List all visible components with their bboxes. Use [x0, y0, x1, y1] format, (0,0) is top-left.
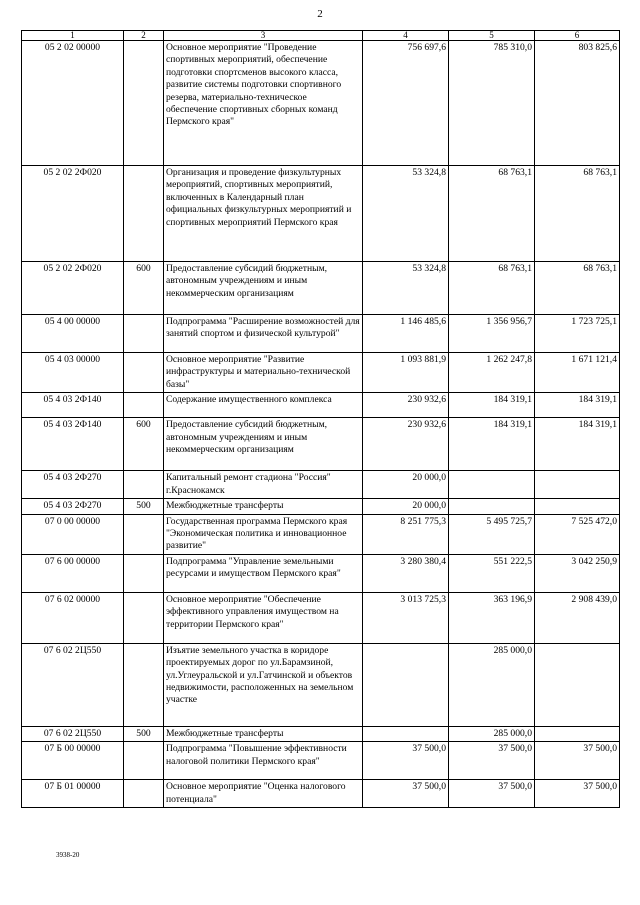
cell-vr: 600	[124, 418, 164, 471]
cell-code: 07 6 02 2Ц550	[22, 726, 124, 741]
table-row	[22, 726, 620, 741]
cell-v3: 68 763,1	[535, 166, 620, 262]
cell-v1	[363, 643, 449, 726]
cell-code: 05 4 03 2Ф270	[22, 471, 124, 499]
cell-code: 05 2 02 00000	[22, 41, 124, 166]
cell-name: Организация и проведение физкультурных мероприятий, спортивных мероприятий, включенных в Календарный план официальных физкультурных мероприятий и спортивных мероприятий Пермского края	[164, 166, 363, 262]
cell-v1: 20 000,0	[363, 499, 449, 514]
cell-v3: 803 825,6	[535, 41, 620, 166]
column-header: 2	[124, 31, 164, 41]
cell-v1: 3 280 380,4	[363, 554, 449, 592]
cell-vr	[124, 393, 164, 418]
cell-v3: 1 723 725,1	[535, 315, 620, 353]
cell-code: 07 6 02 00000	[22, 592, 124, 643]
table-row	[22, 643, 620, 726]
cell-vr	[124, 166, 164, 262]
cell-v3	[535, 726, 620, 741]
table-row	[22, 262, 620, 315]
budget-table	[21, 30, 620, 808]
cell-vr	[124, 514, 164, 554]
column-header: 4	[363, 31, 449, 41]
cell-v2	[449, 471, 535, 499]
column-header: 3	[164, 31, 363, 41]
cell-name: Основное мероприятие "Обеспечение эффективного управления имуществом на территории Пермского края"	[164, 592, 363, 643]
cell-v3: 2 908 439,0	[535, 592, 620, 643]
cell-v2: 68 763,1	[449, 166, 535, 262]
cell-name: Подпрограмма "Управление земельными ресурсами и имуществом Пермского края"	[164, 554, 363, 592]
cell-v2: 68 763,1	[449, 262, 535, 315]
cell-v2: 37 500,0	[449, 780, 535, 808]
table-row	[22, 742, 620, 780]
cell-vr	[124, 780, 164, 808]
cell-vr	[124, 315, 164, 353]
cell-v3: 37 500,0	[535, 780, 620, 808]
cell-code: 05 2 02 2Ф020	[22, 262, 124, 315]
table-header-row	[22, 31, 620, 41]
cell-v2: 37 500,0	[449, 742, 535, 780]
cell-name: Подпрограмма "Расширение возможностей для занятий спортом и физической культурой"	[164, 315, 363, 353]
document-code: 3938-20	[56, 851, 80, 859]
cell-v3: 184 319,1	[535, 418, 620, 471]
cell-name: Предоставление субсидий бюджетным, автономным учреждениям и иным некоммерческим организациям	[164, 418, 363, 471]
cell-v2	[449, 499, 535, 514]
cell-code: 07 6 02 2Ц550	[22, 643, 124, 726]
cell-v2: 285 000,0	[449, 643, 535, 726]
cell-name: Изъятие земельного участка в коридоре проектируемых дорог по ул.Барамзиной, ул.Углеуральской и ул.Гатчинской и объектов недвижимости, расположенных на земельном участке	[164, 643, 363, 726]
cell-v3: 1 671 121,4	[535, 353, 620, 393]
table-row	[22, 166, 620, 262]
table-row	[22, 393, 620, 418]
cell-vr	[124, 41, 164, 166]
cell-v3: 37 500,0	[535, 742, 620, 780]
cell-v3	[535, 499, 620, 514]
cell-name: Основное мероприятие "Проведение спортивных мероприятий, обеспечение подготовки спортсменов высокого класса, развитие системы подготовки спортивного резерва, материально-техническое обеспечение спортивных сборных команд Пермского края"	[164, 41, 363, 166]
table-row	[22, 499, 620, 514]
cell-v1: 1 093 881,9	[363, 353, 449, 393]
table-row	[22, 592, 620, 643]
cell-name: Предоставление субсидий бюджетным, автономным учреждениям и иным некоммерческим организациям	[164, 262, 363, 315]
cell-v1: 1 146 485,6	[363, 315, 449, 353]
cell-name: Основное мероприятие "Оценка налогового потенциала"	[164, 780, 363, 808]
cell-v2: 5 495 725,7	[449, 514, 535, 554]
cell-v1: 53 324,8	[363, 262, 449, 315]
table-row	[22, 41, 620, 166]
cell-name: Подпрограмма "Повышение эффективности налоговой политики Пермского края"	[164, 742, 363, 780]
cell-vr	[124, 471, 164, 499]
table-body	[22, 41, 620, 808]
cell-v3	[535, 471, 620, 499]
column-header: 5	[449, 31, 535, 41]
column-header: 1	[22, 31, 124, 41]
cell-v2: 363 196,9	[449, 592, 535, 643]
cell-vr	[124, 643, 164, 726]
cell-name: Основное мероприятие "Развитие инфраструктуры и материально-технической базы"	[164, 353, 363, 393]
cell-name: Межбюджетные трансферты	[164, 726, 363, 741]
cell-code: 05 4 03 00000	[22, 353, 124, 393]
cell-name: Государственная программа Пермского края "Экономическая политика и инновационное развитие"	[164, 514, 363, 554]
table-row	[22, 514, 620, 554]
cell-v2: 785 310,0	[449, 41, 535, 166]
cell-vr	[124, 592, 164, 643]
page-number: 2	[317, 8, 323, 20]
cell-name: Капитальный ремонт стадиона "Россия" г.Краснокамск	[164, 471, 363, 499]
cell-v1: 37 500,0	[363, 742, 449, 780]
cell-v3: 68 763,1	[535, 262, 620, 315]
cell-code: 05 4 03 2Ф140	[22, 393, 124, 418]
cell-v1: 230 932,6	[363, 418, 449, 471]
cell-v2: 285 000,0	[449, 726, 535, 741]
cell-name: Содержание имущественного комплекса	[164, 393, 363, 418]
cell-v1: 37 500,0	[363, 780, 449, 808]
cell-v2: 551 222,5	[449, 554, 535, 592]
cell-v1: 756 697,6	[363, 41, 449, 166]
cell-v2: 1 356 956,7	[449, 315, 535, 353]
cell-v1: 230 932,6	[363, 393, 449, 418]
cell-v2: 184 319,1	[449, 393, 535, 418]
cell-code: 05 4 00 00000	[22, 315, 124, 353]
cell-v3: 3 042 250,9	[535, 554, 620, 592]
cell-code: 05 2 02 2Ф020	[22, 166, 124, 262]
cell-code: 05 4 03 2Ф140	[22, 418, 124, 471]
cell-code: 07 6 00 00000	[22, 554, 124, 592]
cell-vr: 500	[124, 726, 164, 741]
table-row	[22, 315, 620, 353]
column-header: 6	[535, 31, 620, 41]
cell-vr: 500	[124, 499, 164, 514]
cell-v1: 20 000,0	[363, 471, 449, 499]
cell-code: 07 Б 01 00000	[22, 780, 124, 808]
cell-vr	[124, 353, 164, 393]
cell-v1: 3 013 725,3	[363, 592, 449, 643]
cell-vr	[124, 742, 164, 780]
cell-name: Межбюджетные трансферты	[164, 499, 363, 514]
table-row	[22, 418, 620, 471]
cell-v3	[535, 643, 620, 726]
cell-v1	[363, 726, 449, 741]
cell-vr	[124, 554, 164, 592]
cell-v1: 8 251 775,3	[363, 514, 449, 554]
cell-v2: 1 262 247,8	[449, 353, 535, 393]
cell-code: 07 0 00 00000	[22, 514, 124, 554]
cell-v1: 53 324,8	[363, 166, 449, 262]
cell-code: 05 4 03 2Ф270	[22, 499, 124, 514]
cell-v2: 184 319,1	[449, 418, 535, 471]
table-row	[22, 780, 620, 808]
cell-v3: 7 525 472,0	[535, 514, 620, 554]
table-row	[22, 554, 620, 592]
cell-vr: 600	[124, 262, 164, 315]
cell-v3: 184 319,1	[535, 393, 620, 418]
table-row	[22, 471, 620, 499]
table-row	[22, 353, 620, 393]
cell-code: 07 Б 00 00000	[22, 742, 124, 780]
